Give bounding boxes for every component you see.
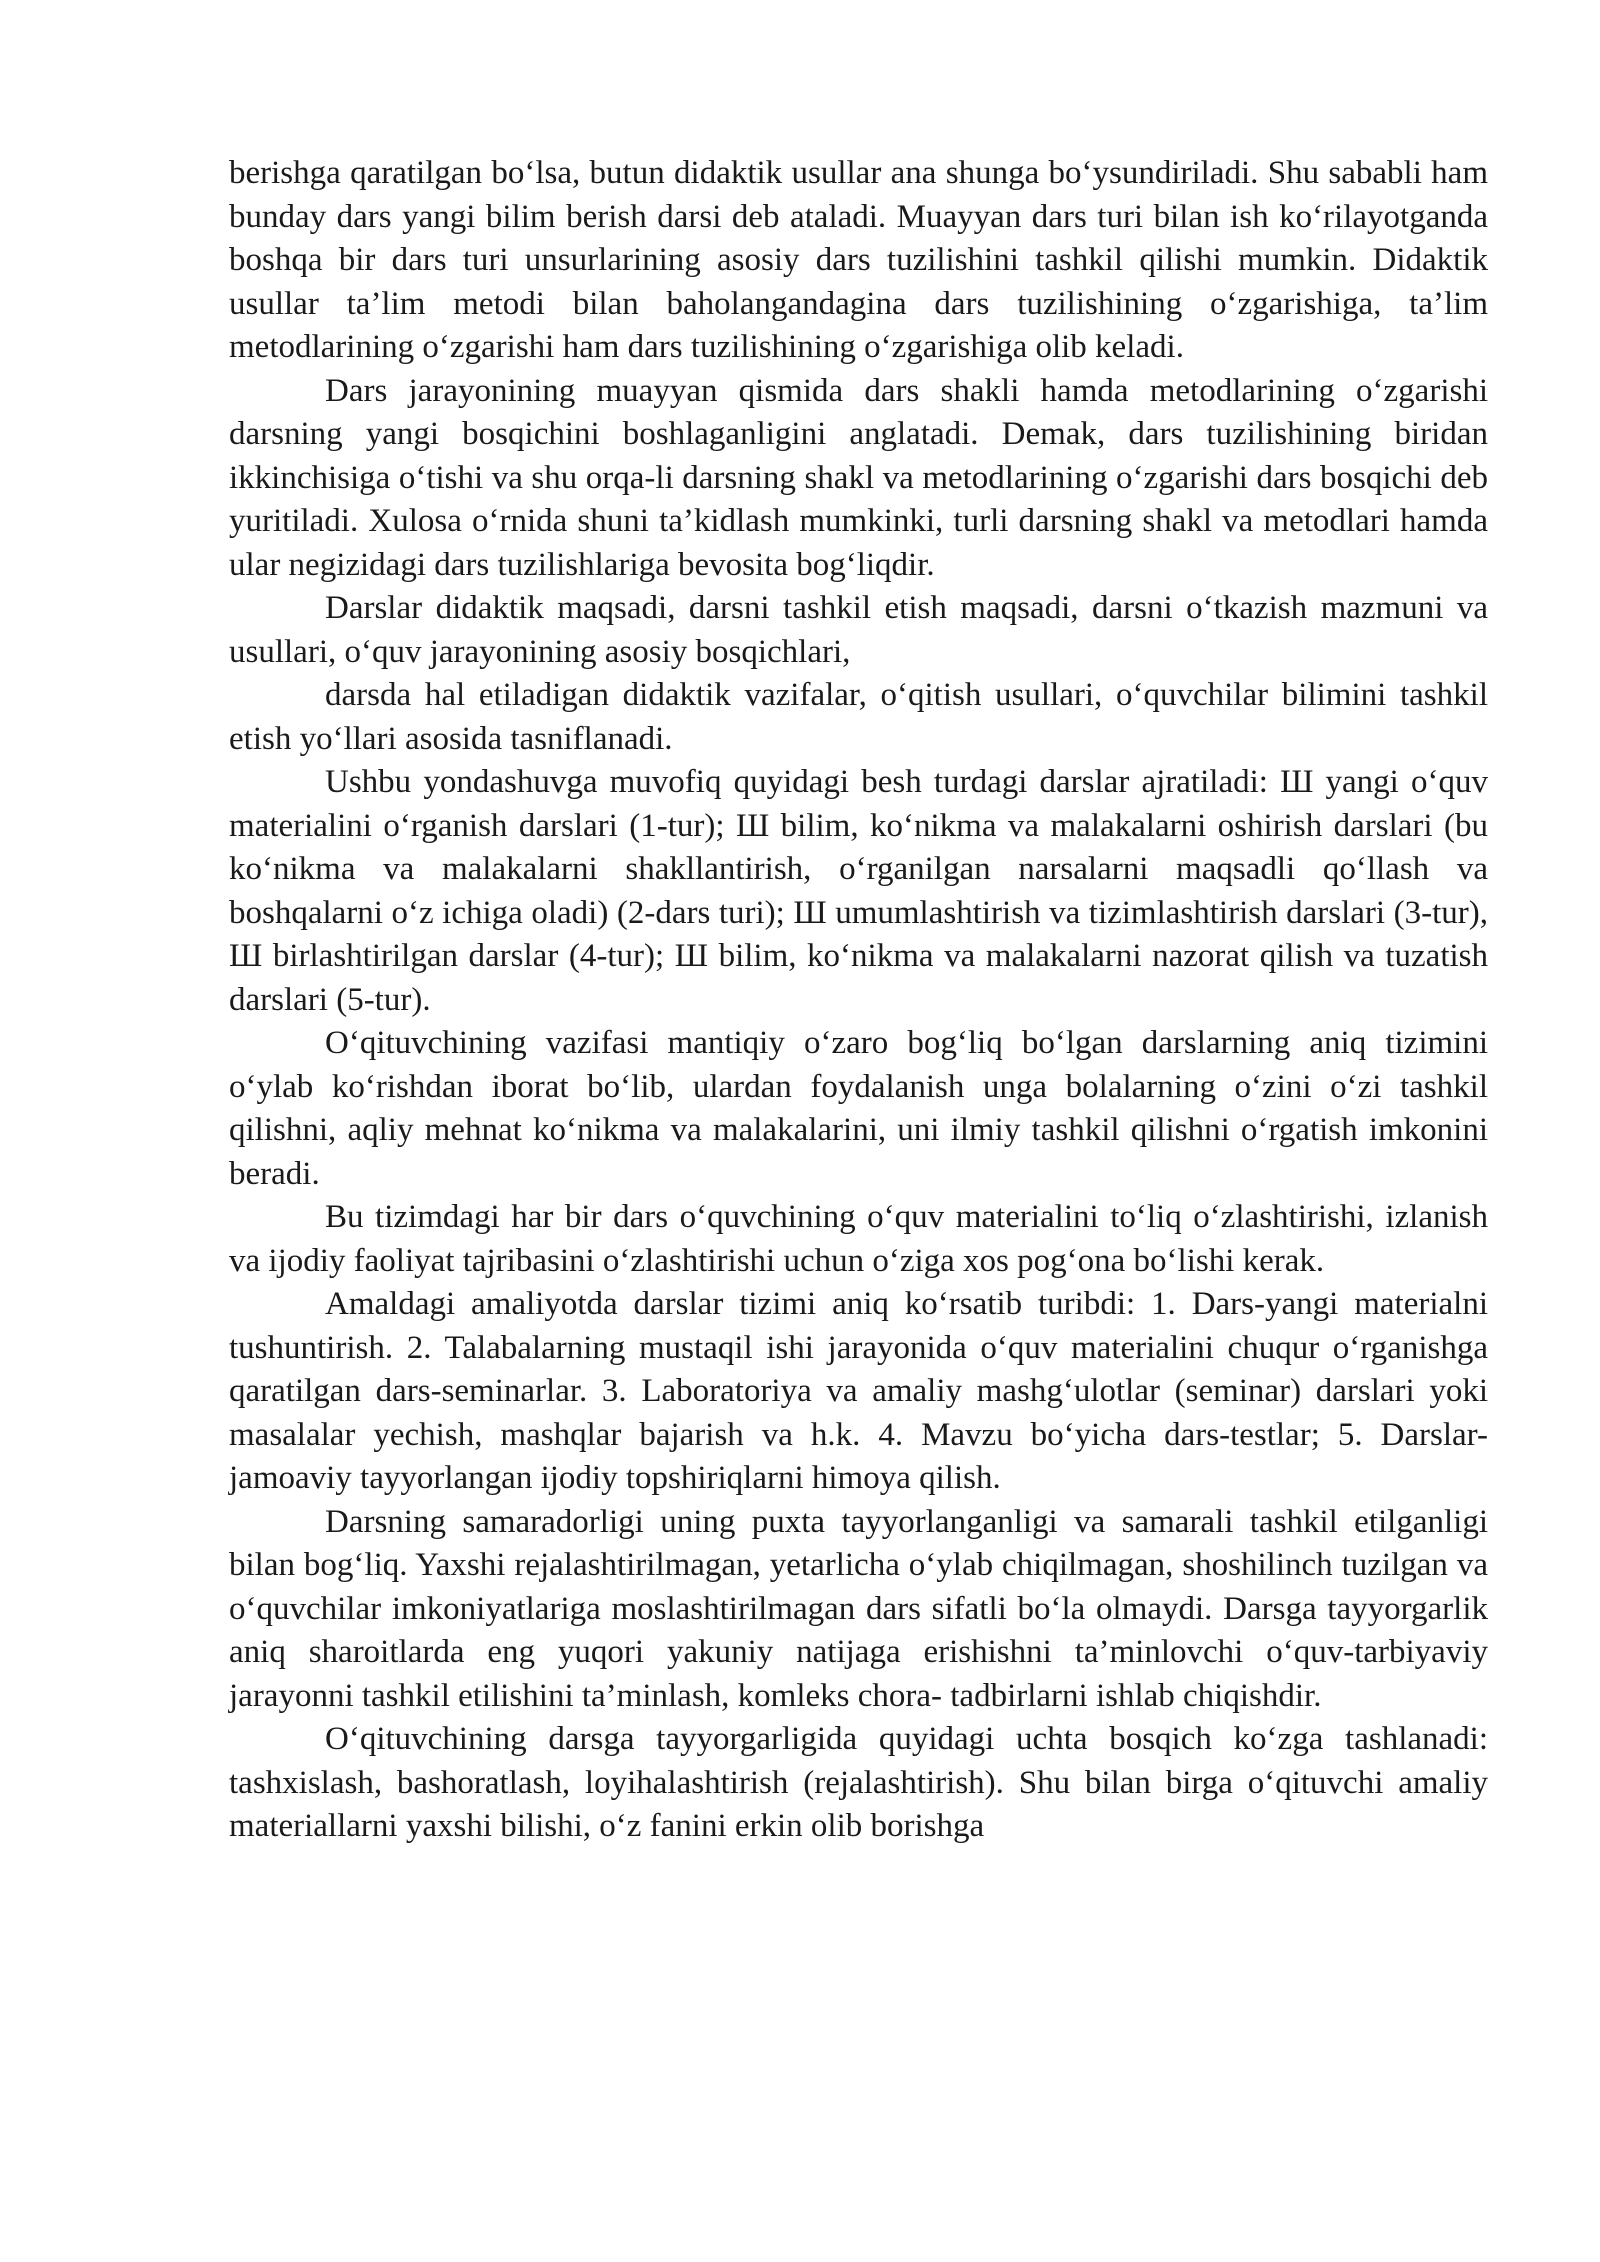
paragraph-2: Dars jarayonining muayyan qismida dars shakli hamda metodlarining o‘zgarishi darsning yangi bosqichini boshlaganligini anglatadi. Demak, dars tuzilishining biridan ikkinchisiga o‘tishi va shu orqa-li darsning shakl va metodlarining o‘zgarishi dars bosqichi deb yuritiladi. Xulosa o‘rnida shuni ta’kidlash mumkinki, turli darsning shakl va metodlari hamda ular negizidagi dars tuzilishlariga bevosita bog‘liqdir. xyxy=(229,372,1488,583)
paragraph-6: O‘qituvchining vazifasi mantiqiy o‘zaro bog‘liq bo‘lgan darslarning aniq tizimini o‘ylab ko‘rishdan iborat bo‘lib, ulardan foydalanish unga bolalarning o‘zini o‘zi tashkil qilishni, aqliy mehnat ko‘nikma va malakalarini, uni ilmiy tashkil qilishni o‘rgatish imkonini beradi. xyxy=(229,1025,1488,1192)
paragraph-9: Darsning samaradorligi uning puxta tayyorlanganligi va samarali tashkil etilganligi bilan bog‘liq. Yaxshi rejalashtirilmagan, yetarlicha o‘ylab chiqilmagan, shoshilinch tuzilgan va o‘quvchilar imkoniyatlariga moslashtirilmagan dars sifatli bo‘la olmaydi. Darsga tayyorgarlik aniq sharoitlarda eng yuqori yakuniy natijaga erishishni ta’minlovchi o‘quv-tarbiyaviy jarayonni tashkil etilishini ta’minlash, komleks chora- tadbirlarni ishlab chiqishdir. xyxy=(229,1503,1488,1714)
paragraph-3: Darslar didaktik maqsadi, darsni tashkil etish maqsadi, darsni o‘tkazish mazmuni va usullari, o‘quv jarayonining asosiy bosqichlari, xyxy=(229,590,1488,670)
paragraph-8: Amaldagi amaliyotda darslar tizimi aniq ko‘rsatib turibdi: 1. Dars-yangi materialni tushuntirish. 2. Talabalarning mustaqil ishi jarayonida o‘quv materialini chuqur o‘rganishga qaratilgan dars-seminarlar. 3. Laboratoriya va amaliy mashg‘ulotlar (seminar) darslari yoki masalalar yechish, mashqlar bajarish va h.k. 4. Mavzu bo‘yicha dars-testlar; 5. Darslar-jamoaviy tayyorlangan ijodiy topshiriqlarni himoya qilish. xyxy=(229,1286,1488,1496)
paragraph-5: Ushbu yondashuvga muvofiq quyidagi besh turdagi darslar ajratiladi: Ш yangi o‘quv materialini o‘rganish darslari (1-tur); Ш bilim, ko‘nikma va malakalarni oshirish darslari (bu ko‘nikma va malakalarni shakllantirish, o‘rganilgan narsalarni maqsadli qo‘llash va boshqalarni o‘z ichiga oladi) (2-dars turi); Ш umumlashtirish va tizimlashtirish darslari (3-tur), Ш birlashtirilgan darslar (4-tur); Ш bilim, ko‘nikma va malakalarni nazorat qilish va tuzatish darslari (5-tur). xyxy=(229,764,1488,1018)
paragraph-7: Bu tizimdagi har bir dars o‘quvchining o‘quv materialini to‘liq o‘zlashtirishi, izlanish va ijodiy faoliyat tajribasini o‘zlashtirishi uchun o‘ziga xos pog‘ona bo‘lishi kerak. xyxy=(229,1199,1488,1279)
paragraph-4: darsda hal etiladigan didaktik vazifalar, o‘qitish usullari, o‘quvchilar bilimini tashkil etish yo‘llari asosida tasniflanadi. xyxy=(229,677,1488,757)
paragraph-10: O‘qituvchining darsga tayyorgarligida quyidagi uchta bosqich ko‘zga tashlanadi: tashxislash, bashoratlash, loyihalashtirish (rejalashtirish). Shu bilan birga o‘qituvchi amaliy materiallarni yaxshi bilishi, o‘z fanini erkin olib borishga xyxy=(229,1721,1488,1844)
document-page xyxy=(229,152,1488,1849)
paragraph-1: berishga qaratilgan bo‘lsa, butun didaktik usullar ana shunga bo‘ysundiriladi. Shu sababli ham bunday dars yangi bilim berish darsi deb ataladi. Muayyan dars turi bilan ish ko‘rilayotganda boshqa bir dars turi unsurlarining asosiy dars tuzilishini tashkil qilishi mumkin. Didaktik usullar ta’lim metodi bilan baholangandagina dars tuzilishining o‘zgarishiga, ta’lim metodlarining o‘zgarishi ham dars tuzilishining o‘zgarishiga olib keladi. xyxy=(229,155,1488,365)
